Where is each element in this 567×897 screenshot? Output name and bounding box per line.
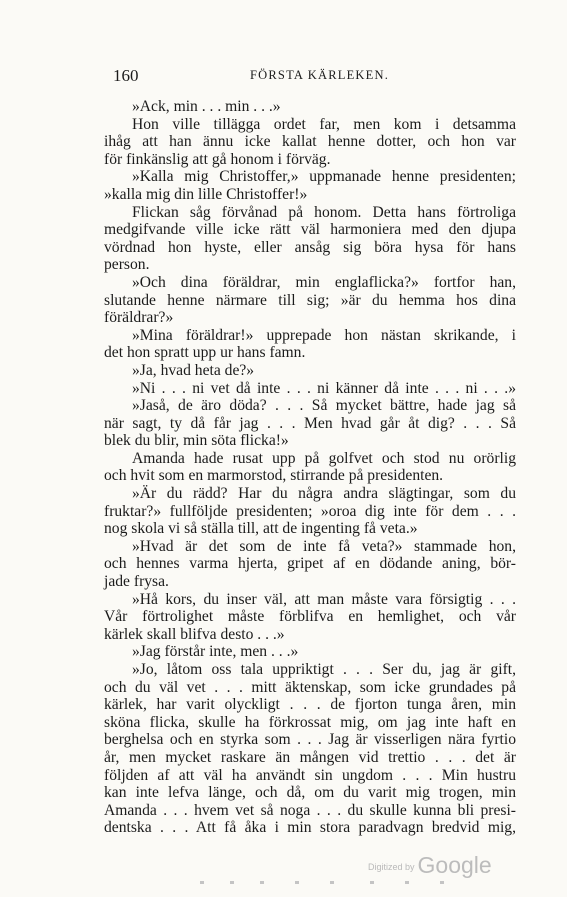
text-line: »Mina föräldrar!» upprepade hon nästan skrikande, i (132, 326, 516, 344)
text-line: »Hå kors, du inser väl, att man måste vara försigtig . . . (132, 590, 516, 608)
text-line: kärlek, har varit olyckligt . . . de fjorton tunga åren, min (104, 696, 516, 714)
text-line: »Hvad är det som de inte få veta?» stammade hon, (132, 537, 516, 555)
text-line: kärlek skall blifva desto . . .» (104, 625, 285, 643)
text-line: och hennes varma hjerta, gripet af en dödande aning, bör- (104, 555, 516, 573)
text-line: jade frysa. (104, 573, 169, 591)
text-line: Flickan såg förvånad på honom. Detta hans förtroliga (132, 203, 516, 221)
text-line: »Är du rädd? Har du några andra slägtingar, som du (132, 485, 516, 503)
text-line: Amanda hade rusat upp på golfvet och stod nu orörlig (132, 449, 516, 467)
text-line: »Jo, låtom oss tala uppriktigt . . . Ser du, jag är gift, (132, 661, 516, 678)
text-line: Hon ville tillägga ordet far, men kom i detsamma (132, 115, 516, 133)
text-line: »Jag förstår inte, men . . .» (132, 643, 299, 661)
text-line: »Kalla mig Christoffer,» uppmanade henne presidenten; (132, 168, 516, 186)
text-line: »Och dina föräldrar, min englaflicka?» fortfor han, (132, 273, 516, 291)
text-line: »Ni . . . ni vet då inte . . . ni känner då inte . . . ni . . .» (132, 379, 516, 397)
body-text (104, 98, 516, 837)
text-line: blek du blir, min söta flicka!» (104, 432, 289, 450)
google-logo: Google (417, 852, 492, 878)
text-line: och du väl vet . . . mitt äktenskap, som icke grundades på (104, 678, 516, 696)
text-line: slutande henne närmare till sig; »är du hemma hos dina (104, 291, 516, 309)
digitization-watermark (368, 852, 492, 879)
text-line: »kalla mig din lille Christoffer!» (104, 185, 308, 203)
text-line: vördnad hon hyste, eller ansåg sig böra hysa för hans (104, 238, 516, 256)
text-line: fruktar?» fullföljde presidenten; »oroa dig inte för dem . . . (104, 502, 516, 520)
text-line: när sagt, ty då får jag . . . Men hvad går åt dig? . . . Så (104, 414, 516, 432)
text-line: person. (104, 256, 150, 274)
text-line: »Jaså, de äro döda? . . . Så mycket bättre, hade jag så (132, 397, 516, 415)
text-line: sköna flicka, skulle ha förkrossat mig, om jag inte haft en (104, 713, 516, 731)
text-line: föräldrar?» (104, 309, 174, 327)
watermark-caption: Digitized by (368, 862, 415, 872)
text-line: medgifvande ville icke rätt väl harmoniera med den djupa (104, 221, 516, 239)
text-line: Vår förtrolighet måste förblifva en hemlighet, och vår (104, 608, 516, 626)
page-header (113, 66, 515, 88)
text-line: för finkänslig att gå honom i förväg. (104, 150, 331, 168)
text-line: följden af att väl ha användt sin ungdom . . . Min hustru (104, 766, 516, 784)
text-line: det hon spratt upp ur hans famn. (104, 344, 306, 362)
scan-artifacts (200, 881, 470, 887)
text-line: nog skola vi så ställa till, att de ingenting få veta.» (104, 520, 418, 538)
text-line: »Ack, min . . . min . . .» (132, 98, 281, 115)
text-line: berghelsa och en styrka som . . . Jag är visserligen nära fyrtio (104, 731, 516, 749)
text-line: och hvit som en marmorstod, stirrande på presidenten. (104, 467, 444, 485)
text-line: år, men mycket raskare än mången vid trettio . . . det är (104, 748, 516, 766)
running-title: FÖRSTA KÄRLEKEN. (250, 68, 390, 82)
text-line: ihåg att han ännu icke kallat henne dotter, och hon var (104, 133, 516, 151)
text-line: Amanda . . . hvem vet så noga . . . du skulle kunna bli presi- (104, 801, 516, 819)
text-line: dentska . . . Att få åka i min stora paradvagn bredvid mig, (104, 819, 516, 837)
page-number: 160 (113, 66, 139, 85)
text-line: »Ja, hvad heta de?» (132, 361, 255, 379)
text-line: kan inte lefva länge, och då, om du varit mig trogen, min (104, 784, 516, 802)
